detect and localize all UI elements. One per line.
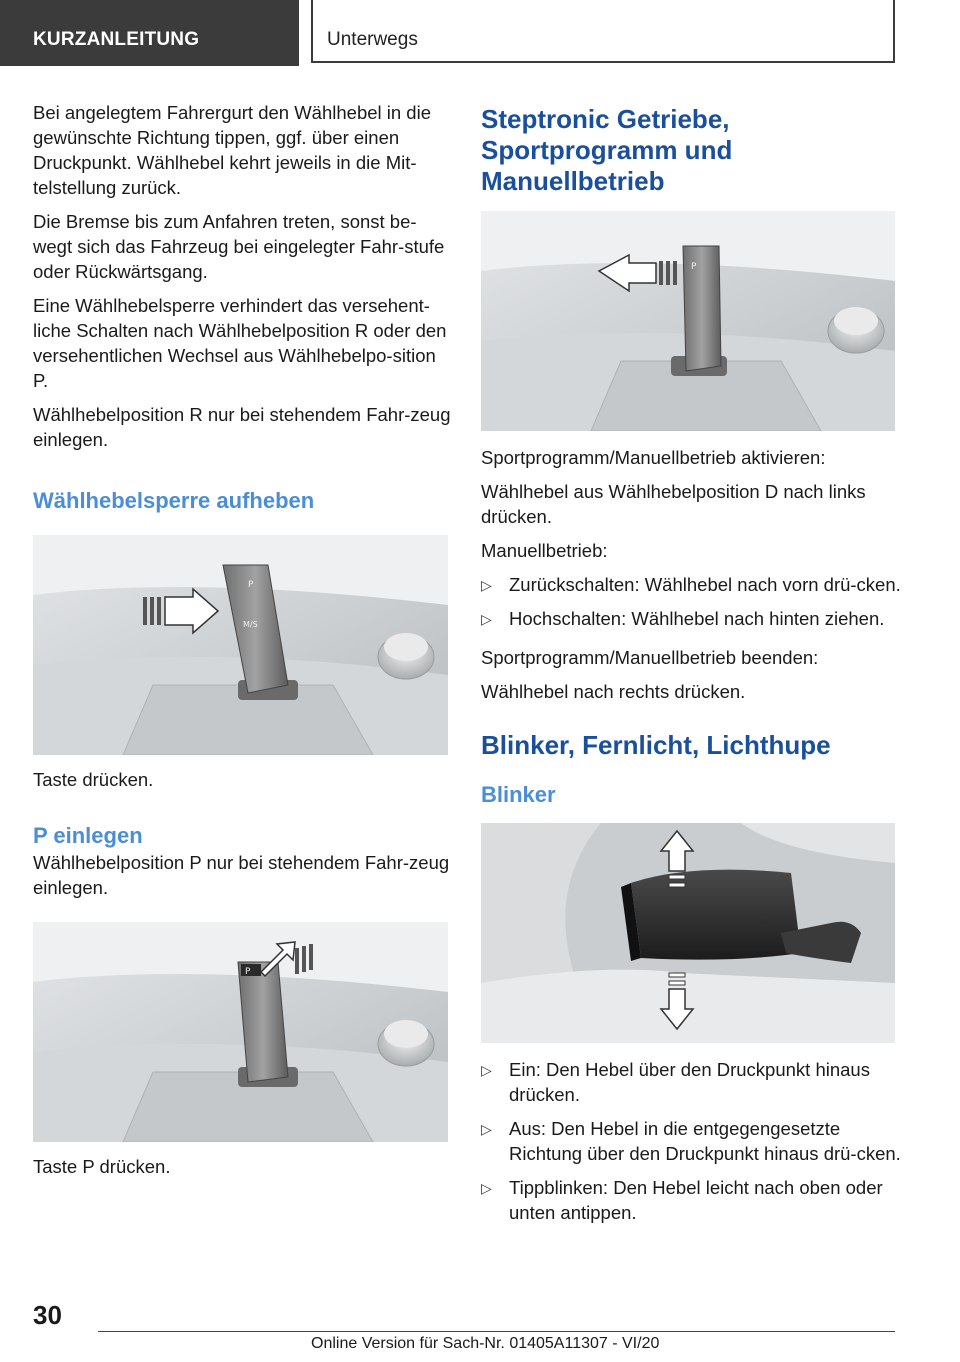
list-item: ▷ Tippblinken: Den Hebel leicht nach oben oder unten antippen. — [481, 1177, 883, 1223]
list-item: ▷ Zurückschalten: Wählhebel nach vorn drü-cken. — [481, 572, 901, 597]
heading-blinker: Blinker — [481, 782, 556, 807]
paragraph-engage-p: Wählhebelposition P nur bei stehendem Fahr-zeug einlegen. — [33, 852, 450, 898]
header-section-tab: KURZANLEITUNG — [0, 0, 299, 66]
paragraph-end-sport: Sportprogramm/Manuellbetrieb beenden: — [481, 647, 819, 668]
footer-online-version: Online Version für Sach-Nr. 01405A11307 - VI/20 — [311, 1335, 660, 1352]
shifter-label-p-text-3: P — [691, 262, 697, 272]
shifter-label-p-text-2: P — [245, 967, 251, 977]
caption-press-p: Taste P drücken. — [33, 1156, 171, 1177]
paragraph-position-r: Wählhebelposition R nur bei stehendem Fahr-zeug einlegen. — [33, 404, 451, 450]
shifter-label-p-text: P — [248, 580, 254, 590]
list-item: ▷ Hochschalten: Wählhebel nach hinten ziehen. — [481, 606, 901, 631]
heading-steptronic: Steptronic Getriebe, Sportprogramm und Manuellbetrieb — [481, 104, 733, 196]
image-gear-selector-p-button — [33, 922, 448, 1142]
bullet-triangle-icon: ▷ — [481, 1121, 492, 1137]
paragraph-push-right: Wählhebel nach rechts drücken. — [481, 681, 746, 702]
image-gear-selector-manual — [481, 211, 895, 431]
list-item: ▷ Aus: Den Hebel in die entgegengesetzte Richtung über den Druckpunkt hinaus drü-cken. — [481, 1118, 901, 1164]
paragraph-gear-tap: Bei angelegtem Fahrergurt den Wählhebel in die gewünschte Richtung tippen, ggf. über einen Druckpunkt. Wählhebel kehrt jeweils in die Mit-telstellung zurück. — [33, 102, 431, 198]
bullet-triangle-icon: ▷ — [481, 1180, 492, 1196]
heading-blinker-main: Blinker, Fernlicht, Lichthupe — [481, 730, 831, 760]
header-chapter-tab: Unterwegs — [311, 0, 895, 63]
page-number: 30 — [33, 1300, 62, 1330]
paragraph-push-left: Wählhebel aus Wählhebelposition D nach links drücken. — [481, 481, 866, 527]
paragraph-activate-sport: Sportprogramm/Manuellbetrieb aktivieren: — [481, 447, 826, 468]
list-manual-shifting — [481, 572, 901, 631]
image-turn-signal-stalk — [481, 823, 895, 1043]
paragraph-manual-mode: Manuellbetrieb: — [481, 540, 608, 561]
image-gear-selector-release-button — [33, 535, 448, 755]
list-item: ▷ Ein: Den Hebel über den Druckpunkt hinaus drücken. — [481, 1059, 870, 1105]
paragraph-lever-lock: Eine Wählhebelsperre verhindert das versehent-liche Schalten nach Wählhebelposition R oder den versehentlichen Wechsel aus Wählhebelpo-sition P. — [33, 295, 447, 391]
shifter-label-ms-text: M/S — [243, 620, 258, 629]
heading-lever-lock-release: Wählhebelsperre aufheben — [33, 488, 315, 513]
heading-engage-p: P einlegen — [33, 823, 143, 848]
caption-press-button: Taste drücken. — [33, 769, 154, 790]
right-column — [481, 100, 901, 1234]
left-column — [33, 100, 451, 1188]
bullet-triangle-icon: ▷ — [481, 577, 492, 593]
bullet-triangle-icon: ▷ — [481, 611, 492, 627]
paragraph-brake: Die Bremse bis zum Anfahren treten, sonst be-wegt sich das Fahrzeug bei eingelegter Fahr-stufe oder Rückwärtsgang. — [33, 211, 445, 282]
list-blinker — [481, 1057, 901, 1225]
footer-divider — [98, 1331, 895, 1332]
bullet-triangle-icon: ▷ — [481, 1062, 492, 1078]
